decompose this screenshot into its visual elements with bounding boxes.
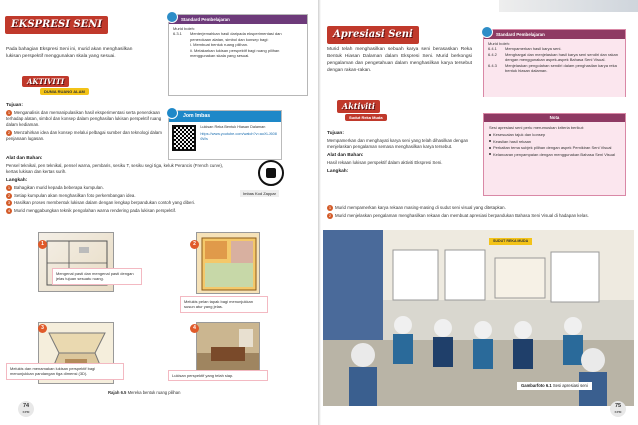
page-kpm: KPM (22, 410, 30, 414)
activity-title: AKTIVITI (22, 76, 69, 87)
langkah-item: Setiap kumpulan akan menghasilkan foto perkembangan idea. (14, 192, 136, 198)
photo-caption-right (517, 382, 592, 390)
classroom-photo (323, 230, 634, 406)
photo-number: 3 (38, 324, 47, 333)
colored-plan-icon (197, 233, 260, 294)
langkah-item: Murid menjelaskan pengalaman menghasilkan rekaan dan membuat apresiasi berpandukan Bahasa Seni Visual di hadapan kelas. (335, 212, 589, 218)
nota-item: Kelancaran penyampaian dengan menggunakan Bahasa Seni Visual (493, 151, 616, 157)
photo-caption: Mengenal pasti dan mengenal pasti dengan jelas tujuan sesuatu ruang. (52, 268, 142, 285)
nota-item: Perkaitan tema subjek pilihan dengan aspek Pemikiran Seni Visual (493, 145, 612, 151)
alat-text: Hasil rekaan lukisan perspektif dalam aktiviti Ekspresi Seni. (327, 159, 443, 165)
bullet-icon (489, 140, 491, 142)
standard-body (169, 24, 307, 60)
classroom-banner: SUDUT REKA MUDA (489, 238, 532, 245)
figure-text: Mereka bentuk ruang pilihan (127, 390, 181, 395)
figure-caption (108, 390, 180, 396)
standard-box (168, 14, 308, 96)
page-fold (318, 0, 321, 425)
standard-text: Menterjemahkan hasil daripada eksperimentasi dan penerokaan alatan, simbol dan konsep bagi: (190, 31, 282, 42)
langkah-item: Bahagikan murid kepada beberapa kumpulan. (14, 184, 104, 190)
tujuan-title: Tujuan: (327, 131, 344, 136)
activity-title: Aktiviti (337, 100, 380, 113)
standard-code: 6.4.3 (488, 62, 497, 68)
qr-code-icon[interactable] (172, 125, 196, 151)
apresiasi-intro: Murid telah menghasilkan sebuah karya seni berasaskan Reka Bentuk Hiasan Dalaman dalam Ekspresi Seni. Murid berkongsi pengalaman dan pengetahuan dalam menghasilkan karya tersebut dengan rakan-rakan. (327, 47, 472, 73)
standard-box-right (483, 29, 626, 97)
jom-link[interactable]: https://www.youtube.com/watch?v=aoXLJ6086Ws (200, 132, 277, 142)
langkah-list: 1 Murid mempamerkan karya rekaan masing-masing di sudut seni visual yang ditetapkan. 2 Murid menjelaskan pengalaman menghasilkan rekaan dan membuat apresiasi berpandukan Bahasa Seni Visual di hadapan kelas. (328, 205, 589, 218)
bullet-icon (489, 153, 491, 155)
photo-label: Gambarfoto 6.1 (521, 383, 552, 388)
tools-block: Alat dan Bahan: Pensel teknikal, pen teknikal, pensel warna, pembaris, sesiku T, sesiku segi tiga, keluk Perancis (French curve), kertas lukisan dan kertas surih. Langkah: 1 Bahagikan murid kepada beberapa kumpulan. 2 Setiap kumpulan akan menghasilkan foto perkembangan idea. 3 Hasilkan proses membentuk lukisan dalam dengan lengkap berpandukan contoh yang diberi. 4 Murid menggabungkan teknik pengolahan warna rendering pada lukisan perspektif. (6, 156, 224, 214)
tujuan-item: Menganalisis dan memanipulasikan hasil eksperimentasi serta penerokaan terhadap alatan, simbol dan konsep dalam penghasilan lukisan perspektif ruang dalam kediaman. (6, 109, 162, 128)
figure-label: Rajah 6.5 (108, 390, 127, 395)
standard-item: ii. Melakarkan lukisan perspektif bagi ruang pilihan menggunakan skala yang sesuai. (190, 47, 280, 58)
standard-header: Standard Pembelajaran (169, 15, 307, 24)
zappar-icon[interactable] (258, 160, 284, 186)
activity-instructions-right (327, 128, 477, 176)
nota-box (483, 113, 626, 196)
photo-caption: Melukis dan menamakan lukisan perspektif bagi menunjukkan pandangan tiga dimensi (3D). (6, 363, 124, 380)
jom-text: Lukisan Reka Bentuk Hiasan Dalaman (200, 125, 266, 130)
standard-code: 6.4.1 (488, 46, 497, 52)
bullet-icon (489, 134, 491, 136)
intro-text: Pada bahagian Ekspresi Seni ini, murid akan menghasilkan lukisan perspektif menggunakan skala yang sesuai. (6, 47, 133, 59)
tujuan-text: Mempamerkan dan menghayati karya seni yang telah dihasilkan dengan menjelaskan pengalaman semasa menghasilkan karya tersebut. (327, 137, 469, 149)
tujuan-title: Tujuan: (6, 103, 23, 108)
bullet-icon (489, 147, 491, 149)
zappar-label: Imbas Kod Zappar (240, 190, 279, 197)
standard-intro: Murid boleh: (488, 40, 511, 46)
scan-icon (166, 107, 178, 119)
standard-code: 6.3.1 (173, 31, 182, 37)
standard-item: i. Membuat bentuk ruang pilihan. (190, 42, 249, 48)
standard-intro: Murid boleh: (173, 25, 196, 31)
photo-number: 4 (190, 324, 199, 333)
nota-item: Keaslian hasil rekaan (493, 138, 532, 144)
alat-title: Alat dan Bahan: (327, 153, 364, 159)
photo-caption: Melukis pelan tapak bagi menunjukkan susun atur yang jelas. (180, 296, 268, 313)
page-number-left (18, 401, 34, 417)
standard-header: Standard Pembelajaran (484, 30, 625, 39)
langkah-item: Murid menggabungkan teknik pengolahan warna rendering pada lukisan perspektif. (14, 208, 177, 214)
photo-number: 1 (38, 240, 47, 249)
tujuan-item: Menzahirkan idea dan konsep melalui pelbagai sumber dan teknologi dalam penjanaan lugasan. (6, 129, 162, 142)
apresiasi-title: Apresiasi Seni (327, 26, 419, 44)
alat-text: Pensel teknikal, pen teknikal, pensel warna, pembaris, sesiku T, sesiku segi tiga, keluk Perancis (French curve), kertas lukisan dan kertas surih. (6, 162, 224, 174)
photo-number: 2 (190, 240, 199, 249)
page-number: 75 (614, 403, 622, 409)
activity-subtitle: Sudut Reka Muda (345, 114, 387, 121)
standard-code: 6.4.2 (488, 51, 497, 57)
standard-text: Menjelaskan pengolahan sendiri dalam penghasilan karya reka bentuk hiasan dalaman. (505, 62, 617, 73)
standard-icon (481, 26, 493, 38)
nota-header: Nota (484, 114, 625, 122)
alat-title: Alat dan Bahan: (6, 156, 43, 161)
classroom-scene-icon (323, 230, 634, 406)
standard-text: Menghargai dan menjelaskan hasil karya seni sendiri dan rakan dengan menggunakan aspek-aspek Bahasa Seni Visual. (505, 51, 618, 63)
langkah-title: Langkah: (327, 168, 349, 174)
photo-colorplan (196, 232, 260, 294)
standard-text: Mempamerkan hasil karya seni. (505, 46, 562, 52)
page-title: EKSPRESI SENI (5, 16, 108, 34)
page-number-right (610, 401, 626, 417)
standard-icon (166, 11, 178, 23)
nota-item: Kesesuaian tajuk dan konsep (493, 132, 546, 138)
header-decoration (499, 0, 638, 12)
langkah-item: Hasilkan proses membentuk lukisan dalam dengan lengkap berpandukan contoh yang diberi. (14, 200, 196, 206)
photo-caption: Lukisan perspektif yang telah siap. (168, 370, 268, 381)
activity-subtitle: DUNIA RUANG ALAM (40, 88, 89, 95)
right-page (319, 0, 638, 425)
langkah-item: Murid mempamerkan karya rekaan masing-masing di sudut seni visual yang ditetapkan. (335, 205, 506, 211)
langkah-title: Langkah: (6, 178, 28, 184)
photo-text: Sesi apresiasi seni (552, 383, 588, 388)
page-kpm: KPM (614, 410, 622, 414)
page-number: 74 (22, 403, 30, 409)
activity-instructions: Tujuan: 1 Menganalisis dan memanipulasikan hasil eksperimentasi serta penerokaan terhadap alatan, simbol dan konsep dalam penghasilan lukisan perspektif ruang dalam kediaman. 2 Menzahirkan idea dan konsep melalui pelbagai sumber dan teknologi dalam penjanaan lugasan. (6, 100, 169, 144)
nota-intro: Sesi apresiasi seni perlu merumuskan kriteria berikut: (489, 124, 584, 130)
jom-imbas-box[interactable] (168, 110, 282, 160)
jom-header: Jom Imbas (169, 111, 281, 122)
